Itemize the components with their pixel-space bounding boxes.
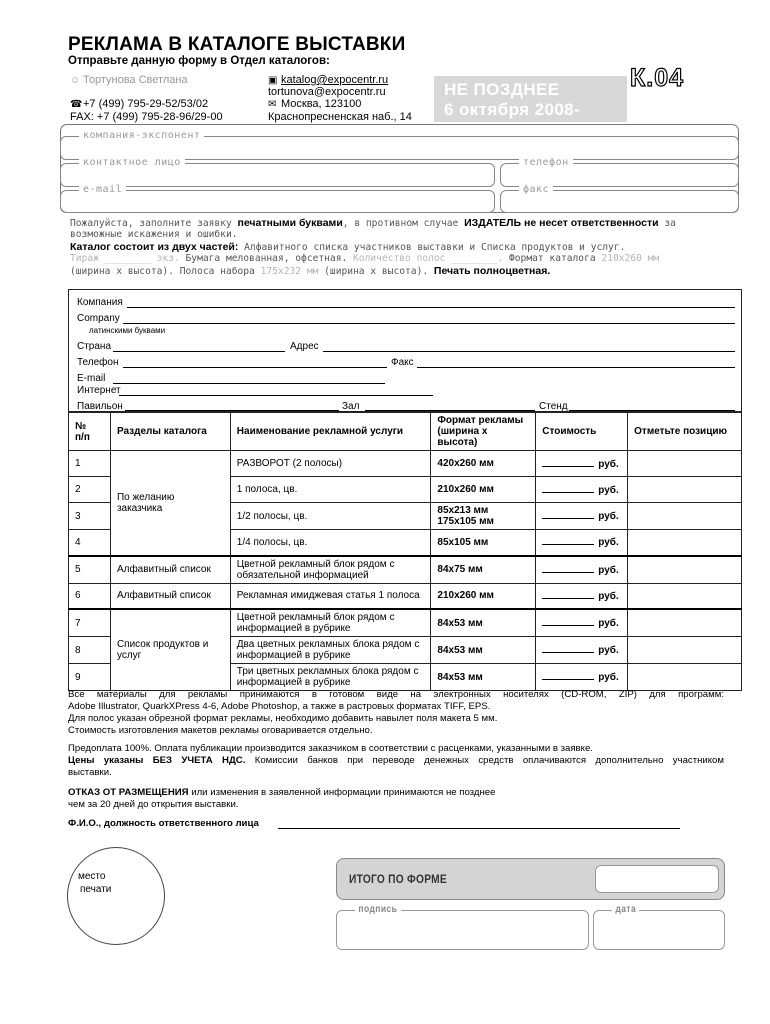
price-cell[interactable]: руб. [536,451,628,477]
phone-number: +7 (499) 795-29-52/53/02 [83,98,209,110]
price-cell[interactable]: руб. [536,530,628,556]
stamp-label-2: печати [80,884,112,895]
address-line[interactable] [323,351,735,352]
internet-line[interactable] [119,395,433,396]
form-code: К.04 [630,64,685,92]
mark-cell[interactable] [628,583,742,609]
city-row [268,98,361,111]
phone-field-label: телефон [519,157,573,168]
mark-cell[interactable] [628,451,742,477]
latin-hint: латинскими буквами [89,326,166,335]
col-header-format: Формат рекламы (ширина х высота) [431,413,536,451]
note-prepayment: Предоплата 100%. Оплата публикации производится заказчиком в соответствии с расценками, указанными в заявке. [68,743,593,754]
mark-cell[interactable] [628,664,742,691]
instruction-line-2: возможные искажения и ошибки. [70,229,238,240]
price-cell[interactable]: руб. [536,583,628,609]
stamp-placeholder [67,847,165,945]
table-row: 6 Алфавитный список Рекламная имиджевая статья 1 полоса 210х260 мм руб. [69,583,742,609]
mark-cell[interactable] [628,556,742,584]
note-cancellation: ОТКАЗ ОТ РАЗМЕЩЕНИЯ или изменения в заявленной информации принимаются не позднее [68,787,496,798]
stamp-label-1: место [78,871,106,882]
note-bleed: Для полос указан обрезной формат рекламы, необходимо добавить навылет поля макета 5 мм. [68,713,498,724]
col-header-service: Наименование рекламной услуги [230,413,431,451]
instruction-line-5: (ширина х высота). Полоса набора 175х232 мм (ширина х высота). Печать полноцветная. [70,265,551,277]
signature-field[interactable] [336,904,589,950]
table-row: 9 Три цветных рекламных блока рядом с информацией в рубрике 84х53 мм руб. [69,664,742,691]
person-icon: ☺ [70,75,81,86]
label-country: Страна [77,341,112,352]
date-field[interactable] [593,904,725,950]
table-row: 3 1/2 полосы, цв. 85х213 мм 175х105 мм руб. [69,503,742,530]
note-programs: Adobe Illustrator, QuarkXPress 4-6, Adobe Photoshop, а также в растровых форматах TIFF, EPS. [68,701,491,712]
envelope-icon: ✉ [268,99,277,110]
col-header-section: Разделы каталога [110,413,230,451]
label-address: Адрес [290,341,319,352]
signer-label: Ф.И.О., должность ответственного лица [68,818,259,829]
services-table [68,412,742,691]
label-hall: Зал [342,401,360,412]
total-input[interactable] [595,865,719,893]
table-row: 1 По желанию заказчика РАЗВОРОТ (2 полосы) 420х260 мм руб. [69,451,742,477]
price-cell[interactable]: руб. [536,503,628,530]
fax-number: FAX: +7 (499) 795-28-96/29-00 [70,111,223,123]
fax-line[interactable] [417,367,735,368]
floppy-icon: ▣ [268,75,278,86]
instruction-line-4: Тираж ________ экз. Бумага мелованная, офсетная. Количество полос ________. Формат каталога 210х260 мм [70,253,660,264]
price-cell[interactable]: руб. [536,609,628,637]
email-link-1[interactable]: katalog@expocentr.ru [281,74,389,86]
contact-person: Тортунова Светлана [83,74,188,86]
city: Москва, 123100 [281,98,362,110]
col-header-mark: Отметьте позицию [628,413,742,451]
section-cell: Алфавитный список [110,556,230,584]
email-line[interactable] [113,383,385,384]
company-en-line[interactable] [123,323,735,324]
mark-cell[interactable] [628,530,742,556]
col-header-number: № п/п [69,413,111,451]
total-box [336,858,725,900]
price-cell[interactable]: руб. [536,477,628,503]
deadline-badge [434,76,627,122]
deadline-line-1: НЕ ПОЗДНЕЕ [444,80,560,99]
street: Краснопресненская наб., 14 [268,111,412,123]
label-company-en: Company [77,313,120,324]
label-pavilion: Павильон [77,401,123,412]
table-row: 7 Список продуктов и услуг Цветной рекламный блок рядом с информацией в рубрике 84х53 мм руб. [69,609,742,637]
phone-icon: ☎ [70,99,83,110]
label-email: E-mail [77,373,106,384]
mark-cell[interactable] [628,503,742,530]
mark-cell[interactable] [628,477,742,503]
email-field[interactable] [60,184,495,213]
table-row: 2 1 полоса, цв. 210х260 мм руб. [69,477,742,503]
fax-field-label: факс [519,184,553,195]
table-row: 4 1/4 полосы, цв. 85х105 мм руб. [69,530,742,556]
email-field-label: e-mail [79,184,126,195]
phone-line[interactable] [123,367,387,368]
email-link-2[interactable]: tortunova@expocentr.ru [268,86,386,98]
section-cell: Список продуктов и услуг [110,609,230,691]
stand-line[interactable] [569,410,735,411]
company-field-label: компания-экспонент [79,130,204,141]
phone-row [70,98,208,111]
instruction-line-3: Каталог состоит из двух частей: Алфавитного списка участников выставки и Списка продуктов и услуг. [70,241,626,253]
note-materials: Все материалы для рекламы принимаются в готовом виде на электронных носителях (CD-ROM, ZIP) для программ: [68,689,724,700]
label-fax: Факс [391,357,414,368]
pavilion-line[interactable] [125,410,339,411]
hall-line[interactable] [365,410,535,411]
date-label: дата [612,904,640,915]
instruction-line-1: Пожалуйста, заполните заявку печатными буквами, в противном случае ИЗДАТЕЛЬ не несет ответственности за [70,217,676,229]
price-cell[interactable]: руб. [536,637,628,664]
label-stand: Стенд [539,401,568,412]
section-cell: Алфавитный список [110,583,230,609]
company-line[interactable] [127,307,735,308]
table-row: 5 Алфавитный список Цветной рекламный блок рядом с обязательной информацией 84х75 мм руб. [69,556,742,584]
price-cell[interactable]: руб. [536,556,628,584]
mark-cell[interactable] [628,609,742,637]
signature-label: подпись [355,904,401,915]
col-header-price: Стоимость [536,413,628,451]
deadline-line-2: 6 октября 2008- [444,100,581,119]
contact-person-row [70,74,188,87]
label-company: Компания [77,297,123,308]
company-info-box [68,289,742,412]
price-cell[interactable]: руб. [536,664,628,691]
label-internet: Интернет [77,385,121,396]
fax-field[interactable] [500,184,739,213]
page-title: РЕКЛАМА В КАТАЛОГЕ ВЫСТАВКИ [68,34,406,55]
note-cancellation-cont: чем за 20 дней до открытия выставки. [68,799,239,810]
note-vat: Цены указаны БЕЗ УЧЕТА НДС. Комиссии банков при переводе денежных средств оплачиваются дополнительно участником [68,755,724,766]
section-cell: По желанию заказчика [110,451,230,556]
table-row: 8 Два цветных рекламных блока рядом с информацией в рубрике 84х53 мм руб. [69,637,742,664]
total-label: ИТОГО ПО ФОРМЕ [349,872,447,886]
label-phone: Телефон [77,357,119,368]
signer-line[interactable] [278,828,680,829]
contact-field-label: контактное лицо [79,157,185,168]
page-subtitle: Отправьте данную форму в Отдел каталогов: [68,55,330,67]
table-header-row [69,413,742,451]
country-line[interactable] [113,351,285,352]
mark-cell[interactable] [628,637,742,664]
note-layout-cost: Стоимость изготовления макетов рекламы оговаривается отдельно. [68,725,373,736]
note-vat-cont: выставки. [68,767,112,778]
